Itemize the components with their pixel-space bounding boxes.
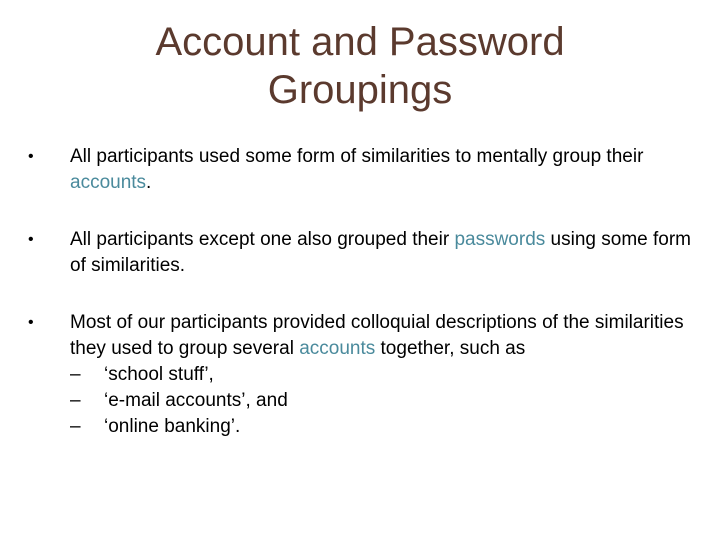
sub-item-text: ‘online banking’. — [104, 416, 241, 437]
bullet-dot-icon: • — [28, 231, 34, 248]
bullet-text: All participants except one also grouped their — [70, 229, 455, 250]
bullet-item-2 — [28, 227, 696, 279]
bullet-text-end: together, such as — [375, 338, 526, 359]
bullet-text-end: using some form of similarities. — [70, 229, 692, 276]
bullet-list — [28, 144, 696, 471]
dash-icon: – — [70, 416, 81, 437]
bullet-text-end: . — [146, 172, 152, 193]
highlighted-term: accounts — [299, 338, 376, 359]
sub-list — [70, 362, 696, 440]
dash-icon: – — [70, 390, 81, 411]
bullet-dot-icon: • — [28, 148, 34, 165]
bullet-item-3 — [28, 310, 696, 440]
bullet-item-1 — [28, 144, 696, 196]
sub-item-text: ‘e-mail accounts’, and — [104, 390, 288, 411]
bullet-text: Most of our participants provided colloquial descriptions of the similarities they used to group several — [70, 312, 684, 359]
slide-title — [60, 18, 660, 114]
dash-icon: – — [70, 364, 81, 385]
title-line-1: Account and Password — [155, 20, 565, 64]
highlighted-term: passwords — [454, 229, 546, 250]
bullet-dot-icon: • — [28, 314, 34, 331]
sub-item-3 — [70, 414, 696, 440]
sub-item-text: ‘school stuff’, — [104, 364, 214, 385]
title-line-2: Groupings — [267, 68, 453, 112]
highlighted-term: accounts — [70, 172, 147, 193]
sub-item-1 — [70, 362, 696, 388]
bullet-text: All participants used some form of similarities to mentally group their — [70, 146, 644, 167]
sub-item-2 — [70, 388, 696, 414]
